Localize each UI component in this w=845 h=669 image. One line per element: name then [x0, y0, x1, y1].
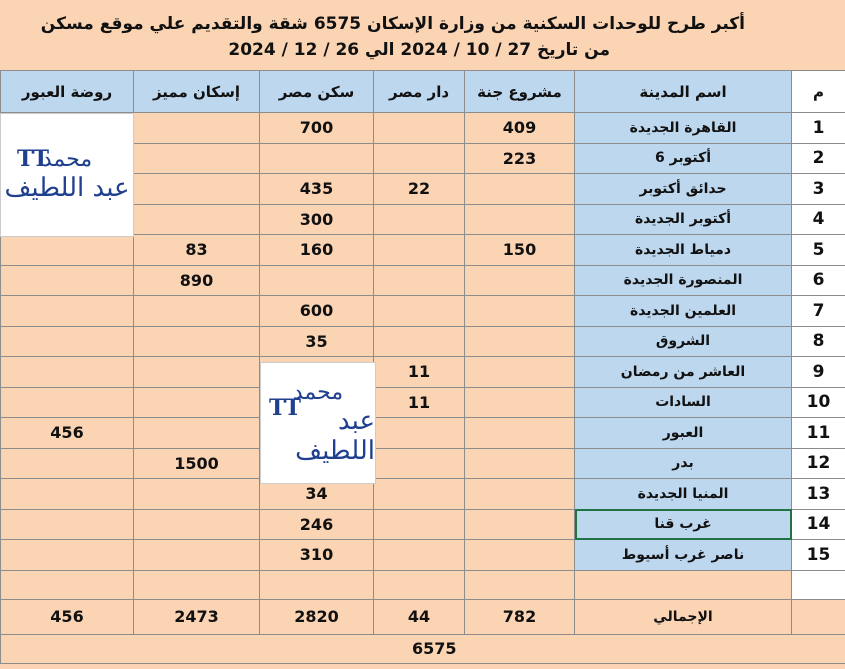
blank-cell[interactable] [792, 570, 845, 599]
cell-eskan[interactable] [134, 540, 260, 571]
cell-sakan[interactable]: 300 [260, 204, 374, 235]
cell-eskan[interactable] [134, 143, 260, 174]
cell-dar[interactable] [374, 448, 465, 479]
cell-num[interactable]: 13 [792, 479, 845, 510]
watermark-monogram: TT [269, 395, 301, 421]
cell-janna[interactable] [465, 174, 575, 205]
watermark-monogram: TT [17, 146, 49, 172]
cell-sakan[interactable]: 35 [260, 326, 374, 357]
cell-eskan[interactable] [134, 204, 260, 235]
cell-dar[interactable]: 11 [374, 387, 465, 418]
totals-row [1, 599, 845, 634]
cell-janna[interactable] [465, 479, 575, 510]
blank-cell[interactable] [260, 570, 374, 599]
grand-total-text: 6575 [411, 639, 457, 658]
sheet-title-line1: أكبر طرح للوحدات السكنية من وزارة الإسكان 6575 شقة والتقديم علي موقع مسكن [40, 14, 745, 34]
cell-janna[interactable] [465, 204, 575, 235]
cell-janna[interactable] [465, 326, 575, 357]
cell-dar[interactable] [374, 326, 465, 357]
cell-eskan[interactable]: 83 [134, 235, 260, 266]
cell-num[interactable]: 7 [792, 296, 845, 327]
cell-eskan[interactable] [134, 326, 260, 357]
total-rawda[interactable]: 456 [1, 599, 134, 634]
cell-rawda[interactable] [1, 509, 134, 540]
cell-num[interactable]: 10 [792, 387, 845, 418]
cell-dar[interactable] [374, 113, 465, 144]
table-row [1, 387, 845, 418]
cell-city[interactable]: العلمين الجديدة [575, 296, 792, 327]
total-dar[interactable]: 44 [374, 599, 465, 634]
cell-janna[interactable] [465, 509, 575, 540]
header-dar[interactable]: دار مصر [374, 71, 465, 113]
cell-eskan[interactable] [134, 174, 260, 205]
watermark-logo [260, 362, 376, 484]
cell-num[interactable]: 6 [792, 265, 845, 296]
cell-sakan[interactable]: 435 [260, 174, 374, 205]
header-city[interactable]: اسم المدينة [575, 71, 792, 113]
cell-janna[interactable] [465, 387, 575, 418]
table-row [1, 296, 845, 327]
cell-rawda[interactable] [1, 387, 134, 418]
cell-sakan[interactable]: 700 [260, 113, 374, 144]
table-row [1, 235, 845, 266]
cell-janna[interactable] [465, 357, 575, 388]
cell-rawda[interactable] [1, 326, 134, 357]
cell-rawda[interactable] [1, 265, 134, 296]
watermark-line1: محمد [292, 380, 344, 405]
cell-eskan[interactable] [134, 113, 260, 144]
cell-city[interactable]: أكتوبر الجديدة [575, 204, 792, 235]
table-row [1, 448, 845, 479]
cell-rawda[interactable] [1, 479, 134, 510]
cell-num[interactable]: 2 [792, 143, 845, 174]
header-sakan[interactable]: سكن مصر [260, 71, 374, 113]
cell-janna[interactable] [465, 296, 575, 327]
cell-num[interactable]: 1 [792, 113, 845, 144]
total-sakan[interactable]: 2820 [260, 599, 374, 634]
cell-city[interactable]: المنيا الجديدة [575, 479, 792, 510]
cell-num[interactable]: 3 [792, 174, 845, 205]
cell-num[interactable]: 15 [792, 540, 845, 571]
cell-num[interactable]: 4 [792, 204, 845, 235]
cell-num[interactable]: 12 [792, 448, 845, 479]
cell-janna[interactable]: 223 [465, 143, 575, 174]
cell-dar[interactable]: 11 [374, 357, 465, 388]
header-eskan[interactable]: إسكان مميز [134, 71, 260, 113]
cell-rawda[interactable] [1, 235, 134, 266]
header-janna[interactable]: مشروع جنة [465, 71, 575, 113]
cell-city[interactable]: السادات [575, 387, 792, 418]
cell-city[interactable]: القاهرة الجديدة [575, 113, 792, 144]
cell-num[interactable]: 5 [792, 235, 845, 266]
cell-janna[interactable]: 150 [465, 235, 575, 266]
cell-num[interactable]: 9 [792, 357, 845, 388]
cell-city[interactable]: ناصر غرب أسيوط [575, 540, 792, 571]
cell-rawda[interactable] [1, 540, 134, 571]
table-row [1, 479, 845, 510]
cell-city[interactable]: 6 أكتوبر [575, 143, 792, 174]
total-janna[interactable]: 782 [465, 599, 575, 634]
cell-city[interactable]: المنصورة الجديدة [575, 265, 792, 296]
cell-eskan[interactable] [134, 387, 260, 418]
header-num[interactable]: م [792, 71, 845, 113]
cell-sakan[interactable] [260, 265, 374, 296]
cell-eskan[interactable]: 1500 [134, 448, 260, 479]
table-row [1, 357, 845, 388]
table-row [1, 509, 845, 540]
blank-cell[interactable] [134, 570, 260, 599]
cell-sakan[interactable] [260, 143, 374, 174]
cell-janna[interactable] [465, 418, 575, 449]
cell-eskan[interactable] [134, 509, 260, 540]
cell-dar[interactable] [374, 296, 465, 327]
cell-city[interactable]: العاشر من رمضان [575, 357, 792, 388]
cell-num[interactable]: 11 [792, 418, 845, 449]
cell-dar[interactable]: 22 [374, 174, 465, 205]
cell-rawda[interactable] [1, 296, 134, 327]
watermark-line2: عبد اللطيف [4, 173, 130, 203]
cell-eskan[interactable] [134, 418, 260, 449]
watermark-logo [0, 113, 134, 237]
total-num-cell[interactable] [792, 599, 845, 634]
table-row [1, 326, 845, 357]
cell-sakan[interactable]: 246 [260, 509, 374, 540]
cell-num[interactable]: 14 [792, 509, 845, 540]
cell-janna[interactable]: 409 [465, 113, 575, 144]
table-row [1, 265, 845, 296]
cell-eskan[interactable]: 890 [134, 265, 260, 296]
cell-janna[interactable] [465, 265, 575, 296]
blank-cell[interactable] [575, 570, 792, 599]
blank-cell[interactable] [465, 570, 575, 599]
cell-dar[interactable] [374, 265, 465, 296]
cell-rawda[interactable]: 456 [1, 418, 134, 449]
cell-dar[interactable] [374, 143, 465, 174]
cell-dar[interactable] [374, 479, 465, 510]
header-rawda[interactable]: روضة العبور [1, 71, 134, 113]
cell-dar[interactable] [374, 509, 465, 540]
cell-rawda[interactable] [1, 357, 134, 388]
cell-dar[interactable] [374, 418, 465, 449]
cell-eskan[interactable] [134, 296, 260, 327]
total-eskan[interactable]: 2473 [134, 599, 260, 634]
cell-sakan[interactable]: 600 [260, 296, 374, 327]
cell-city[interactable]: حدائق أكتوبر [575, 174, 792, 205]
sheet-title-line2: من تاريخ 27 / 10 / 2024 الي 26 / 12 / 2024 [228, 40, 610, 60]
cell-janna[interactable] [465, 540, 575, 571]
header-row [1, 71, 845, 113]
table-row [1, 418, 845, 449]
watermark-line2: عبد اللطيف [295, 406, 375, 466]
cell-sakan[interactable]: 34 [260, 479, 374, 510]
cell-eskan[interactable] [134, 357, 260, 388]
grand-total-value[interactable] [1, 634, 465, 663]
cell-num[interactable]: 8 [792, 326, 845, 357]
cell-dar[interactable] [374, 235, 465, 266]
watermark-line1: محمد [41, 147, 93, 172]
cell-janna[interactable] [465, 448, 575, 479]
cell-city-selected[interactable]: غرب قنا [575, 509, 792, 540]
cell-sakan[interactable]: 160 [260, 235, 374, 266]
blank-cell[interactable] [1, 570, 134, 599]
blank-cell[interactable] [374, 570, 465, 599]
grand-total-empty[interactable] [465, 634, 845, 663]
cell-dar[interactable] [374, 204, 465, 235]
cell-city[interactable]: العبور [575, 418, 792, 449]
cell-dar[interactable] [374, 540, 465, 571]
table-row [1, 540, 845, 571]
blank-row [1, 570, 845, 599]
cell-city[interactable]: بدر [575, 448, 792, 479]
cell-eskan[interactable] [134, 479, 260, 510]
cell-city[interactable]: دمياط الجديدة [575, 235, 792, 266]
cell-rawda[interactable] [1, 448, 134, 479]
total-label[interactable]: الإجمالي [575, 599, 792, 634]
grand-total-row [1, 634, 845, 663]
cell-city[interactable]: الشروق [575, 326, 792, 357]
cell-sakan[interactable]: 310 [260, 540, 374, 571]
